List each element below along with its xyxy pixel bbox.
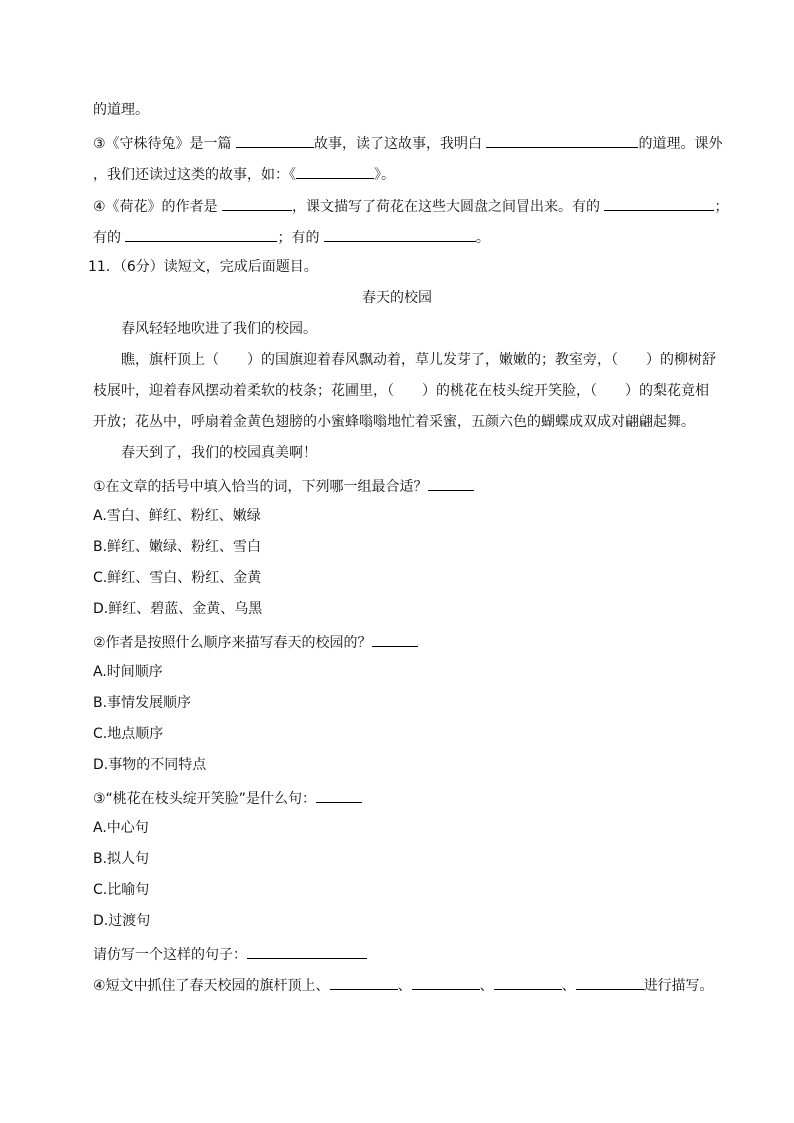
- q10-line4: ④《荷花》的作者是 ，课文描写了荷花在这些大圆盘之间冒出来。有的 ；: [93, 195, 728, 217]
- subq1-option-b[interactable]: B.鲜红、嫩绿、粉红、雪白: [93, 539, 262, 555]
- passage-p3: 春天到了，我们的校园真美啊！: [121, 445, 317, 461]
- subq1: ①在文章的括号中填入恰当的词，下列哪一组最合适？: [93, 475, 474, 497]
- blank[interactable]: [236, 132, 314, 148]
- blank[interactable]: [486, 132, 638, 148]
- blank[interactable]: [222, 195, 292, 211]
- answer-blank[interactable]: [316, 787, 362, 803]
- subq2-option-c[interactable]: C.地点顺序: [93, 726, 164, 742]
- answer-blank[interactable]: [428, 475, 474, 491]
- subq1-option-a[interactable]: A.雪白、鲜红、粉红、嫩绿: [93, 508, 261, 524]
- imitate-line: 请仿写一个这样的句子：: [93, 943, 367, 965]
- passage-p2-line2: 枝展叶，迎着春风摆动着柔软的枝条；花圃里，（ ）的桃花在枝头绽开笑脸，（ ）的梨花竟相: [93, 383, 709, 399]
- subq2-option-d[interactable]: D.事物的不同特点: [93, 757, 207, 773]
- q10-line5: 有的 ；有的 。: [93, 226, 490, 248]
- blank[interactable]: [494, 974, 562, 990]
- blank[interactable]: [125, 226, 277, 242]
- blank[interactable]: [330, 974, 398, 990]
- blank[interactable]: [576, 974, 644, 990]
- subq1-option-d[interactable]: D.鲜红、碧蓝、金黄、乌黑: [93, 601, 263, 617]
- subq1-option-c[interactable]: C.鲜红、雪白、粉红、金黄: [93, 570, 262, 586]
- subq4: ④短文中抓住了春天校园的旗杆顶上、 、 、 、 进行描写。: [93, 974, 714, 996]
- blank[interactable]: [324, 226, 476, 242]
- subq3-option-a[interactable]: A.中心句: [93, 820, 149, 836]
- blank[interactable]: [296, 163, 374, 179]
- q10-line1: 的道理。: [93, 102, 149, 118]
- subq3-option-d[interactable]: D.过渡句: [93, 913, 151, 929]
- subq2-option-b[interactable]: B.事情发展顺序: [93, 695, 192, 711]
- blank[interactable]: [412, 974, 480, 990]
- passage-title: 春天的校园: [362, 290, 432, 306]
- q11-header: 11．（6分）读短文，完成后面题目。: [88, 259, 318, 275]
- blank[interactable]: [604, 195, 714, 211]
- q10-line3: ，我们还读过这类的故事，如：《 》。: [93, 163, 395, 185]
- subq2-option-a[interactable]: A.时间顺序: [93, 664, 163, 680]
- subq2: ②作者是按照什么顺序来描写春天的校园的？: [93, 631, 418, 653]
- subq3-option-b[interactable]: B.拟人句: [93, 851, 150, 867]
- passage-p1: 春风轻轻地吹进了我们的校园。: [121, 321, 317, 337]
- subq3: ③“桃花在枝头绽开笑脸”是什么句：: [93, 787, 362, 809]
- answer-blank[interactable]: [247, 943, 367, 959]
- answer-blank[interactable]: [372, 631, 418, 647]
- passage-p2-line1: 瞧，旗杆顶上（ ）的国旗迎着春风飘动着，草儿发芽了，嫩嫩的；教室旁，（ ）的柳树舒: [121, 352, 716, 368]
- subq3-option-c[interactable]: C.比喻句: [93, 882, 150, 898]
- q10-line2: ③《守株待兔》是一篇 故事，读了这故事，我明白 的道理。课外: [93, 132, 722, 154]
- passage-p2-line3: 开放；花丛中，呼扇着金黄色翅膀的小蜜蜂嗡嗡地忙着采蜜，五颜六色的蝴蝶成双成对翩翩起舞。: [93, 414, 695, 430]
